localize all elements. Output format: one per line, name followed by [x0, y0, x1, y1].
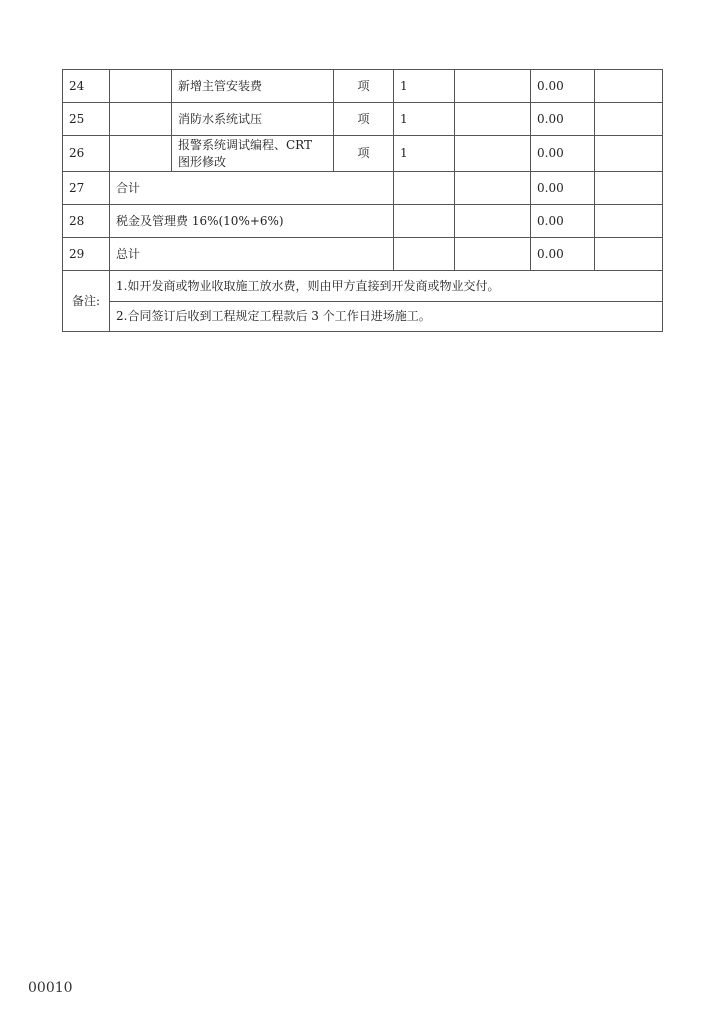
unit-price-cell [455, 103, 531, 136]
notes-row [63, 271, 663, 302]
summary-row [63, 238, 663, 271]
category-cell [110, 136, 172, 172]
row-number: 25 [63, 103, 110, 136]
quotation-table [62, 69, 663, 332]
row-number: 28 [63, 205, 110, 238]
summary-row [63, 172, 663, 205]
summary-label: 合计 [110, 172, 394, 205]
unit-cell: 项 [334, 136, 394, 172]
unit-price-cell [455, 172, 531, 205]
item-name: 新增主管安装费 [172, 70, 334, 103]
unit-cell: 项 [334, 70, 394, 103]
summary-row [63, 205, 663, 238]
category-cell [110, 103, 172, 136]
remark-cell [595, 103, 663, 136]
unit-price-cell [455, 136, 531, 172]
note-item: 2.合同签订后收到工程规定工程款后 3 个工作日进场施工。 [110, 302, 663, 332]
table-row [63, 70, 663, 103]
note-item: 1.如开发商或物业收取施工放水费，则由甲方直接到开发商或物业交付。 [110, 271, 663, 302]
remark-cell [595, 136, 663, 172]
table-row [63, 136, 663, 172]
remark-cell [595, 70, 663, 103]
unit-cell: 项 [334, 103, 394, 136]
row-number: 24 [63, 70, 110, 103]
row-number: 27 [63, 172, 110, 205]
row-number: 29 [63, 238, 110, 271]
amount-cell: 0.00 [531, 238, 595, 271]
summary-label: 税金及管理费 16%(10%+6%) [110, 205, 394, 238]
row-number: 26 [63, 136, 110, 172]
amount-cell: 0.00 [531, 172, 595, 205]
amount-cell: 0.00 [531, 70, 595, 103]
quantity-cell [394, 205, 455, 238]
quantity-cell: 1 [394, 136, 455, 172]
page-number: 00010 [28, 980, 73, 996]
item-name: 消防水系统试压 [172, 103, 334, 136]
quantity-cell [394, 172, 455, 205]
summary-label: 总计 [110, 238, 394, 271]
amount-cell: 0.00 [531, 103, 595, 136]
remark-cell [595, 205, 663, 238]
amount-cell: 0.00 [531, 136, 595, 172]
category-cell [110, 70, 172, 103]
remark-cell [595, 172, 663, 205]
unit-price-cell [455, 205, 531, 238]
unit-price-cell [455, 238, 531, 271]
quantity-cell [394, 238, 455, 271]
quantity-cell: 1 [394, 70, 455, 103]
remark-cell [595, 238, 663, 271]
amount-cell: 0.00 [531, 205, 595, 238]
table-row [63, 103, 663, 136]
notes-row [63, 302, 663, 332]
notes-label: 备注: [63, 271, 110, 332]
quantity-cell: 1 [394, 103, 455, 136]
unit-price-cell [455, 70, 531, 103]
item-name: 报警系统调试编程、CRT 图形修改 [172, 136, 334, 172]
